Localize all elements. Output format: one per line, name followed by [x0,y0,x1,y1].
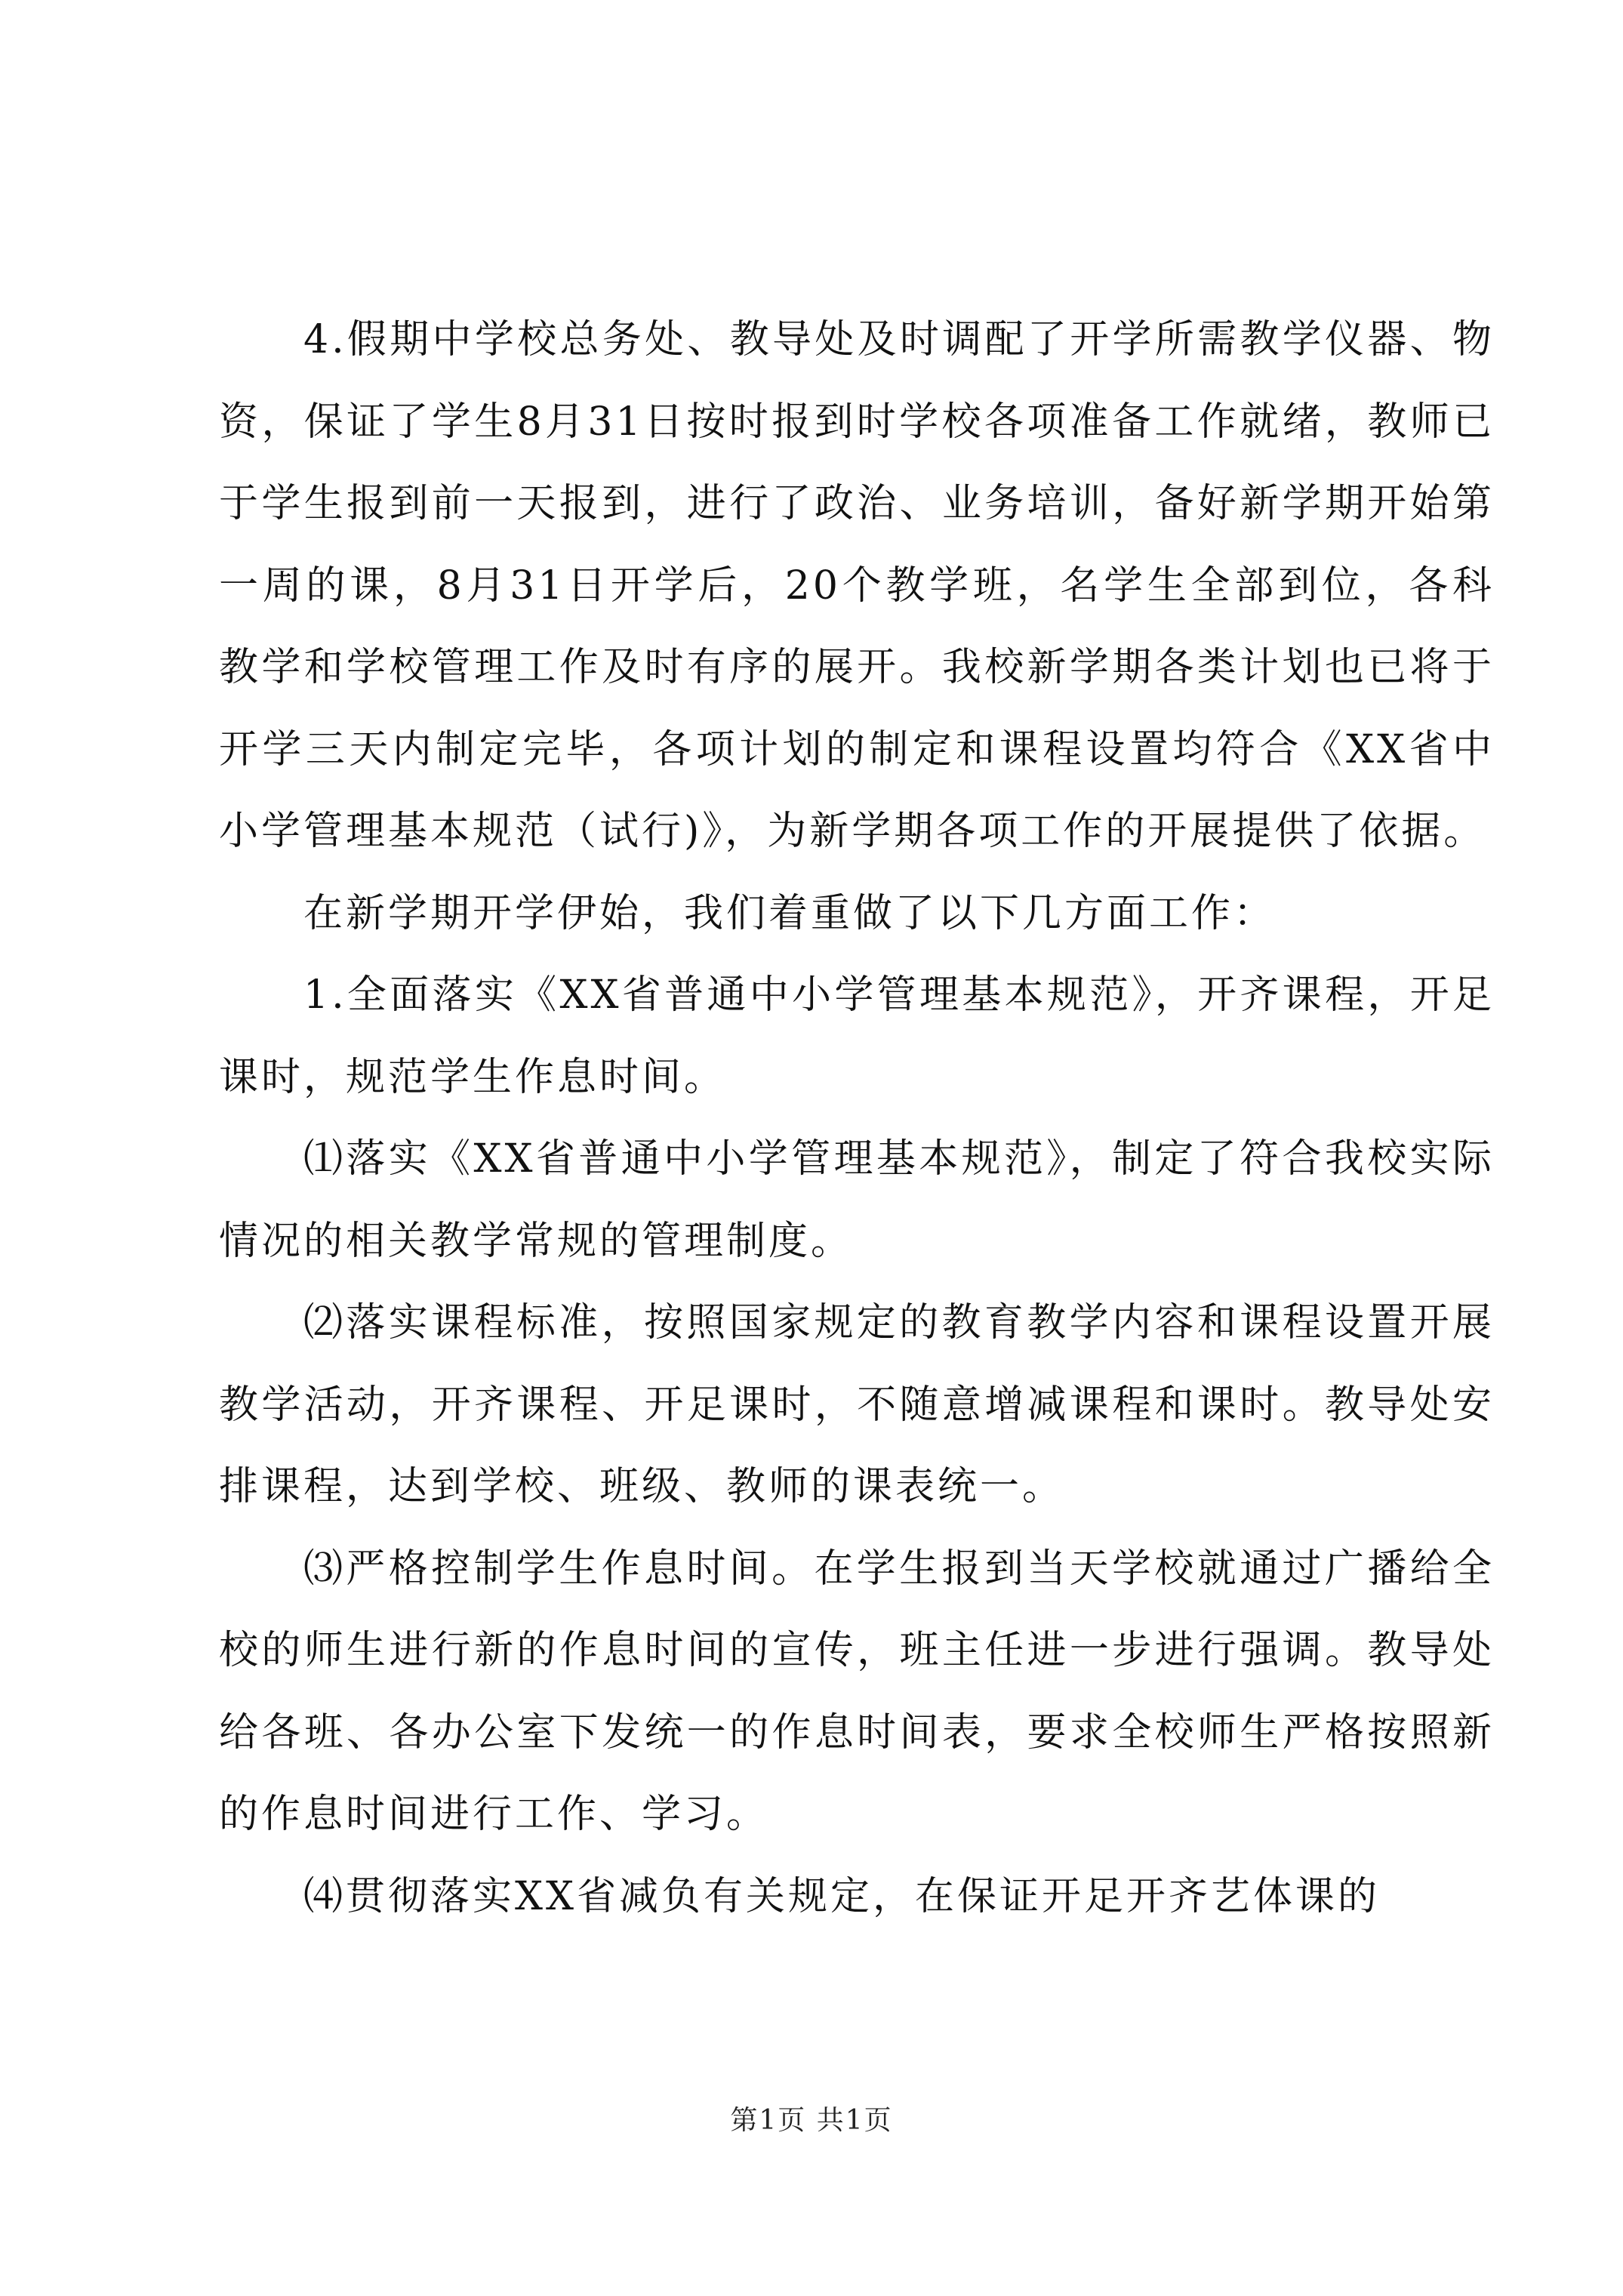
paragraph-subitem-2: ⑵落实课程标准，按照国家规定的教育教学内容和课程设置开展教学活动，开齐课程、开足课时，不随意增减课程和课时。教导处安排课程，达到学校、班级、教师的课表统一。 [219,1300,1495,1509]
document-body [219,299,1495,1937]
paragraph-subitem-3: ⑶严格控制学生作息时间。在学生报到当天学校就通过广播给全校的师生进行新的作息时间的宣传，班主任进一步进行强调。教导处给各班、各办公室下发统一的作息时间表，要求全校师生严格按照新的作息时间进行工作、学习。 [219,1546,1495,1837]
paragraph-work-intro: 在新学期开学伊始，我们着重做了以下几方面工作： [303,890,1277,936]
page-footer: 第1页 共1页 [730,2105,893,2136]
paragraph-subitem-4: ⑷贯彻落实XX省减负有关规定，在保证开足开齐艺体课的 [303,1873,1381,1919]
paragraph-item-1-norms: 1.全面落实《XX省普通中小学管理基本规范》，开齐课程，开足课时，规范学生作息时间。 [219,972,1495,1100]
paragraph-item-4-preparation: 4.假期中学校总务处、教导处及时调配了开学所需教学仪器、物资，保证了学生8月31日按时报到时学校各项准备工作就绪，教师已于学生报到前一天报到，进行了政治、业务培训，备好新学期开始第一周的课，8月31日开学后，20个教学班，名学生全部到位，各科教学和学校管理工作及时有序的展开。我校新学期各类计划也已将于开学三天内制定完毕，各项计划的制定和课程设置均符合《XX省中小学管理基本规范（试行)》，为新学期各项工作的开展提供了依据。 [219,317,1495,854]
paragraph-subitem-1: ⑴落实《XX省普通中小学管理基本规范》，制定了符合我校实际情况的相关教学常规的管理制度。 [219,1136,1495,1264]
